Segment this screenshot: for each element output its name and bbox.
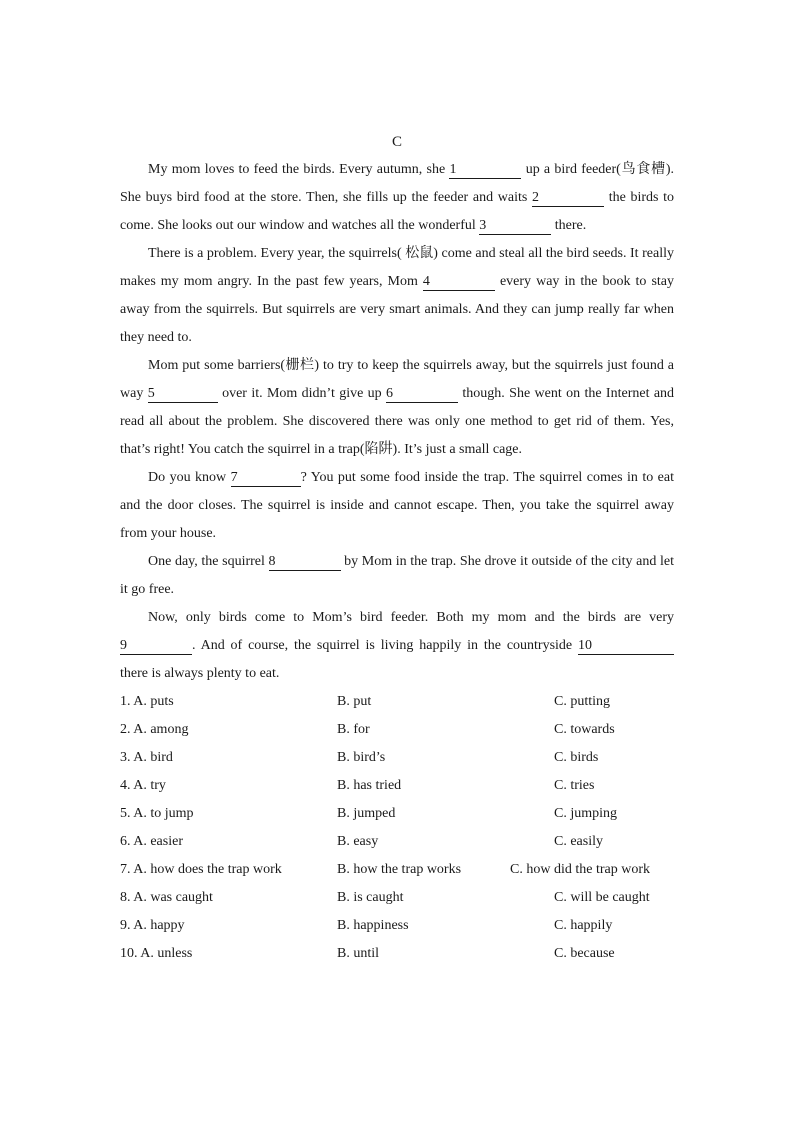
paragraph-4 <box>120 464 674 548</box>
blank-9: 9 <box>120 638 192 655</box>
option-a: 3. A. bird <box>120 750 173 765</box>
option-b: B. happiness <box>337 918 409 933</box>
blank-4: 4 <box>423 274 495 291</box>
passage-text: there is always plenty to eat. <box>120 666 280 681</box>
option-b: B. how the trap works <box>337 862 462 877</box>
paragraph-2 <box>120 240 674 352</box>
passage-text: One day, the squirrel <box>148 554 265 569</box>
passage-text: Mom put some barriers(栅栏) to try to keep the squirrels away, but the squirrels just found a way <box>120 358 674 401</box>
blank-6: 6 <box>386 386 458 403</box>
blank-10: 10 <box>578 638 674 655</box>
option-row <box>120 716 674 744</box>
blank-2: 2 <box>532 190 604 207</box>
option-b: B. is caught <box>337 890 404 905</box>
option-row <box>120 800 674 828</box>
option-c: C. happily <box>554 918 613 933</box>
blank-7: 7 <box>231 470 301 487</box>
passage-text: My mom loves to feed the birds. Every autumn, she <box>148 162 446 177</box>
blank-8: 8 <box>269 554 341 571</box>
paragraph-1 <box>120 156 674 240</box>
passage-text: there. <box>554 218 587 233</box>
passage-text: by Mom in the trap. She drove it outside of the city and let it go free. <box>120 554 675 597</box>
blank-1: 1 <box>449 162 521 179</box>
option-a: 2. A. among <box>120 722 189 737</box>
passage-text: over it. Mom didn’t give up <box>222 386 382 401</box>
blank-5: 5 <box>148 386 218 403</box>
option-a: 8. A. was caught <box>120 890 213 905</box>
option-b: B. bird’s <box>337 750 386 765</box>
option-b: B. until <box>337 946 380 961</box>
answer-options <box>120 688 674 968</box>
option-c: C. birds <box>554 750 599 765</box>
option-c: C. easily <box>554 834 603 849</box>
document-page <box>120 128 674 968</box>
option-a: 7. A. how does the trap work <box>120 862 282 877</box>
blank-3: 3 <box>479 218 551 235</box>
option-row <box>120 912 674 940</box>
option-row <box>120 940 674 968</box>
option-a: 4. A. try <box>120 778 166 793</box>
option-c: C. because <box>554 946 615 961</box>
option-row <box>120 772 674 800</box>
option-b: B. easy <box>337 834 379 849</box>
option-c: C. how did the trap work <box>510 862 650 877</box>
option-b: B. for <box>337 722 370 737</box>
passage-text: Do you know <box>148 470 227 485</box>
option-a: 9. A. happy <box>120 918 185 933</box>
option-row <box>120 856 674 884</box>
section-title: C <box>391 134 402 150</box>
paragraph-3 <box>120 352 674 464</box>
option-c: C. will be caught <box>554 890 650 905</box>
option-a: 1. A. puts <box>120 694 174 709</box>
passage-text: . And of course, the squirrel is living happily in the countryside <box>192 638 573 653</box>
paragraph-6 <box>120 604 674 688</box>
passage-text: ? You put some food inside the trap. The squirrel comes in to eat and the door closes. The squirrel is inside and cannot escape. Then, you take the squirrel away from your house. <box>120 470 674 541</box>
option-b: B. has tried <box>337 778 402 793</box>
option-a: 5. A. to jump <box>120 806 194 821</box>
option-a: 6. A. easier <box>120 834 183 849</box>
option-c: C. towards <box>554 722 615 737</box>
passage-text: the birds to come. She looks out our window and watches all the wonderful <box>120 190 675 233</box>
passage-text: There is a problem. Every year, the squirrels( 松鼠) come and steal all the bird seeds. It really makes my mom angry. In the past few years, Mom <box>120 246 674 289</box>
passage-text: every way in the book to stay away from the squirrels. But squirrels are very smart animals. And they can jump really far when they need to. <box>120 274 675 345</box>
option-b: B. put <box>337 694 372 709</box>
option-row <box>120 688 674 716</box>
paragraph-5 <box>120 548 674 604</box>
option-c: C. jumping <box>554 806 618 821</box>
passage-text: Now, only birds come to Mom’s bird feeder. Both my mom and the birds are very <box>148 610 674 625</box>
option-a: 10. A. unless <box>120 946 193 961</box>
option-row <box>120 828 674 856</box>
passage-text: up a bird feeder(鸟食槽). She buys bird food at the store. Then, she fills up the feeder and waits <box>120 162 674 205</box>
option-c: C. putting <box>554 694 611 709</box>
option-row <box>120 884 674 912</box>
option-row <box>120 744 674 772</box>
option-b: B. jumped <box>337 806 396 821</box>
passage-text: though. She went on the Internet and read all about the problem. She discovered there was only one method to get rid of them. Yes, that’s right! You catch the squirrel in a trap(陷阱). It’s just a small cage. <box>120 386 675 457</box>
option-c: C. tries <box>554 778 595 793</box>
